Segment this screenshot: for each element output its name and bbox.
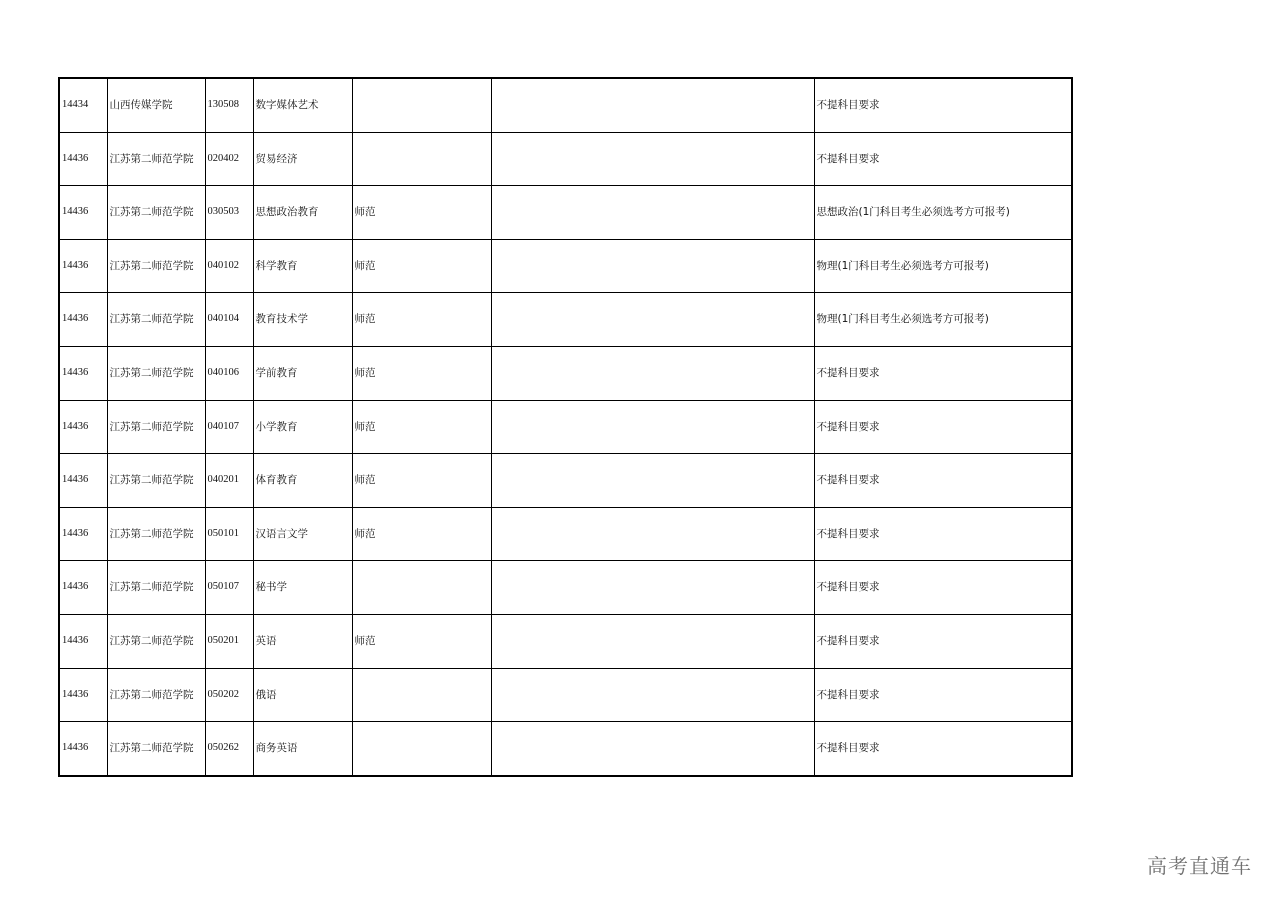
major-name-cell: 思想政治教育 <box>253 186 352 240</box>
major-code-cell: 020402 <box>205 132 253 186</box>
table-row <box>59 239 1072 293</box>
watermark: 高考直通车 <box>1147 854 1252 878</box>
requirement-cell: 不提科目要求 <box>814 614 1072 668</box>
major-name-cell: 贸易经济 <box>253 132 352 186</box>
table-body <box>59 78 1072 776</box>
requirement-cell: 不提科目要求 <box>814 346 1072 400</box>
major-name-cell: 汉语言文学 <box>253 507 352 561</box>
category-cell: 师范 <box>352 454 491 508</box>
major-name-cell: 科学教育 <box>253 239 352 293</box>
table-row <box>59 614 1072 668</box>
major-code-cell: 050262 <box>205 722 253 776</box>
school-code-cell: 14436 <box>59 132 107 186</box>
table-row <box>59 561 1072 615</box>
major-code-cell: 040102 <box>205 239 253 293</box>
category-cell <box>352 668 491 722</box>
school-code-cell: 14436 <box>59 293 107 347</box>
school-name-cell: 江苏第二师范学院 <box>107 561 205 615</box>
notes-cell <box>491 668 814 722</box>
school-code-cell: 14436 <box>59 239 107 293</box>
category-cell: 师范 <box>352 239 491 293</box>
table-row <box>59 668 1072 722</box>
subject-requirements-table <box>58 77 1073 777</box>
major-name-cell: 商务英语 <box>253 722 352 776</box>
school-name-cell: 江苏第二师范学院 <box>107 614 205 668</box>
school-code-cell: 14436 <box>59 400 107 454</box>
major-code-cell: 040201 <box>205 454 253 508</box>
major-code-cell: 040106 <box>205 346 253 400</box>
notes-cell <box>491 722 814 776</box>
school-name-cell: 江苏第二师范学院 <box>107 239 205 293</box>
major-code-cell: 050101 <box>205 507 253 561</box>
table-row <box>59 78 1072 132</box>
major-name-cell: 教育技术学 <box>253 293 352 347</box>
notes-cell <box>491 239 814 293</box>
category-cell: 师范 <box>352 507 491 561</box>
school-name-cell: 江苏第二师范学院 <box>107 507 205 561</box>
requirement-cell: 不提科目要求 <box>814 132 1072 186</box>
requirement-cell: 不提科目要求 <box>814 668 1072 722</box>
notes-cell <box>491 454 814 508</box>
category-cell <box>352 722 491 776</box>
category-cell <box>352 132 491 186</box>
requirement-cell: 不提科目要求 <box>814 722 1072 776</box>
major-code-cell: 130508 <box>205 78 253 132</box>
school-name-cell: 江苏第二师范学院 <box>107 293 205 347</box>
school-code-cell: 14436 <box>59 614 107 668</box>
table-row <box>59 722 1072 776</box>
school-code-cell: 14436 <box>59 507 107 561</box>
requirement-cell: 不提科目要求 <box>814 561 1072 615</box>
requirement-cell: 不提科目要求 <box>814 507 1072 561</box>
requirement-cell: 物理(1门科目考生必须选考方可报考) <box>814 293 1072 347</box>
major-code-cell: 050202 <box>205 668 253 722</box>
major-name-cell: 数字媒体艺术 <box>253 78 352 132</box>
school-name-cell: 江苏第二师范学院 <box>107 346 205 400</box>
major-code-cell: 040107 <box>205 400 253 454</box>
notes-cell <box>491 614 814 668</box>
table-row <box>59 132 1072 186</box>
school-code-cell: 14436 <box>59 186 107 240</box>
school-name-cell: 江苏第二师范学院 <box>107 722 205 776</box>
category-cell: 师范 <box>352 614 491 668</box>
category-cell <box>352 561 491 615</box>
requirement-cell: 不提科目要求 <box>814 400 1072 454</box>
school-name-cell: 江苏第二师范学院 <box>107 132 205 186</box>
table-row <box>59 400 1072 454</box>
school-code-cell: 14436 <box>59 561 107 615</box>
school-name-cell: 江苏第二师范学院 <box>107 186 205 240</box>
major-name-cell: 俄语 <box>253 668 352 722</box>
admissions-table-container <box>58 77 1073 777</box>
major-name-cell: 学前教育 <box>253 346 352 400</box>
table-row <box>59 186 1072 240</box>
major-code-cell: 050107 <box>205 561 253 615</box>
school-code-cell: 14434 <box>59 78 107 132</box>
notes-cell <box>491 186 814 240</box>
school-name-cell: 江苏第二师范学院 <box>107 400 205 454</box>
major-name-cell: 英语 <box>253 614 352 668</box>
requirement-cell: 不提科目要求 <box>814 78 1072 132</box>
table-row <box>59 507 1072 561</box>
major-code-cell: 040104 <box>205 293 253 347</box>
notes-cell <box>491 132 814 186</box>
school-code-cell: 14436 <box>59 722 107 776</box>
table-row <box>59 293 1072 347</box>
school-name-cell: 江苏第二师范学院 <box>107 668 205 722</box>
category-cell: 师范 <box>352 400 491 454</box>
major-name-cell: 秘书学 <box>253 561 352 615</box>
requirement-cell: 不提科目要求 <box>814 454 1072 508</box>
category-cell <box>352 78 491 132</box>
notes-cell <box>491 400 814 454</box>
table-row <box>59 454 1072 508</box>
major-name-cell: 体育教育 <box>253 454 352 508</box>
school-name-cell: 山西传媒学院 <box>107 78 205 132</box>
category-cell: 师范 <box>352 346 491 400</box>
notes-cell <box>491 293 814 347</box>
notes-cell <box>491 78 814 132</box>
major-name-cell: 小学教育 <box>253 400 352 454</box>
notes-cell <box>491 507 814 561</box>
category-cell: 师范 <box>352 186 491 240</box>
major-code-cell: 030503 <box>205 186 253 240</box>
notes-cell <box>491 561 814 615</box>
school-code-cell: 14436 <box>59 346 107 400</box>
category-cell: 师范 <box>352 293 491 347</box>
school-code-cell: 14436 <box>59 454 107 508</box>
school-code-cell: 14436 <box>59 668 107 722</box>
requirement-cell: 思想政治(1门科目考生必须选考方可报考) <box>814 186 1072 240</box>
school-name-cell: 江苏第二师范学院 <box>107 454 205 508</box>
table-row <box>59 346 1072 400</box>
requirement-cell: 物理(1门科目考生必须选考方可报考) <box>814 239 1072 293</box>
notes-cell <box>491 346 814 400</box>
major-code-cell: 050201 <box>205 614 253 668</box>
